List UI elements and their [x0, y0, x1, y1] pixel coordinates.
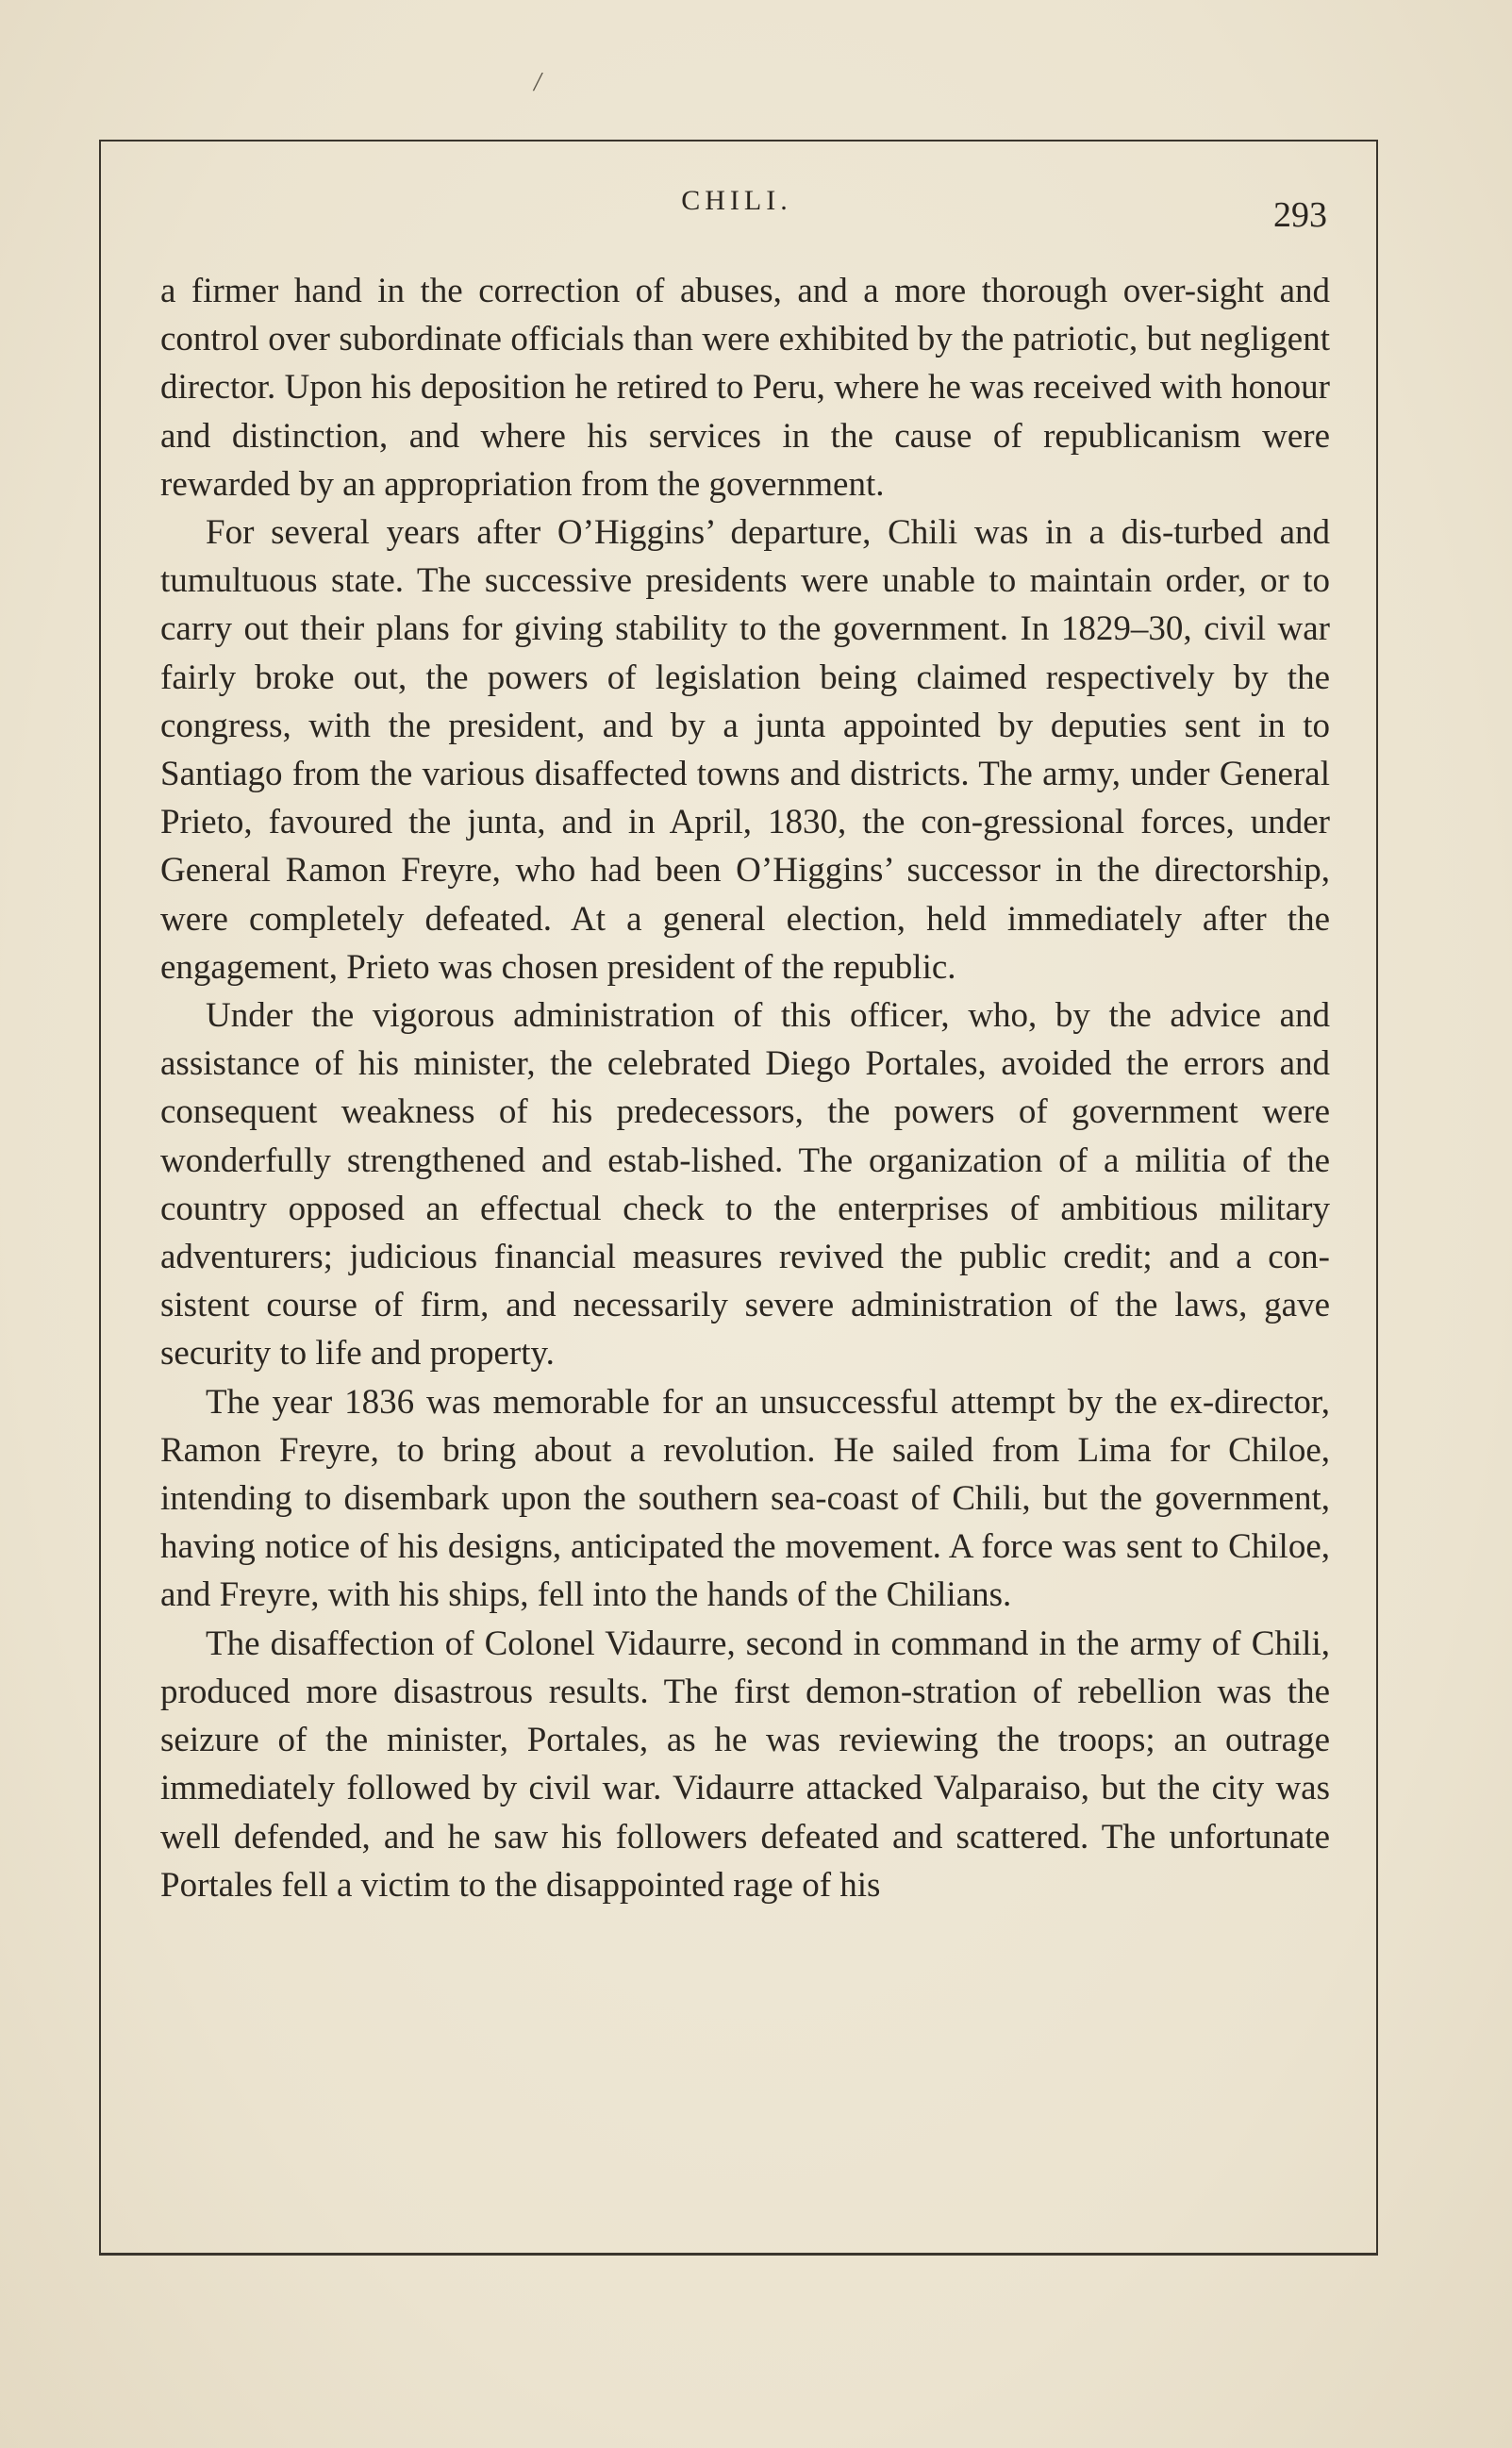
body-text — [160, 267, 1330, 1909]
paragraph-4: The year 1836 was memorable for an unsuccessful attempt by the ex-director, Ramon Freyre, to bring about a revolution. He sailed from Lima for Chiloe, intending to disembark upon the southern sea-coast of Chili, but the government, having notice of his designs, anticipated the movement. A force was sent to Chiloe, and Freyre, with his ships, fell into the hands of the Chilians. — [160, 1382, 1330, 1615]
paragraph-1: a firmer hand in the correction of abuses, and a more thorough over-sight and control over subordinate officials than were exhibited by the patriotic, but negligent director. Upon his deposition he retired to Peru, where he was received with honour and distinction, and where his services in the cause of republicanism were rewarded by an appropriation from the government. — [160, 272, 1330, 504]
paragraph-5: The disaffection of Colonel Vidaurre, second in command in the army of Chili, produced more disastrous results. The first demon-stration of rebellion was the seizure of the minister, Portales, as he was reviewing the troops; an outrage immediately followed by civil war. Vidaurre attacked Valparaiso, but the city was well defended, and he saw his followers defeated and scattered. The unfortunate Portales fell a victim to the disappointed rage of his — [160, 1624, 1330, 1905]
page-header — [99, 185, 1374, 241]
stray-mark: / — [534, 68, 541, 97]
paragraph-3: Under the vigorous administration of this officer, who, by the advice and assistance of his minister, the celebrated Diego Portales, avoided the errors and consequent weakness of his predecessors, the powers of government were wonderfully strengthened and estab-lished. The organization of a militia of the country opposed an effectual check to the enterprises of ambitious military adventurers; judicious financial measures revived the public credit; and a con-sistent course of firm, and necessarily severe administration of the laws, gave security to life and property. — [160, 996, 1330, 1374]
page-number: 293 — [1273, 195, 1327, 235]
running-head: CHILI. — [681, 185, 792, 216]
paragraph-2: For several years after O’Higgins’ departure, Chili was in a dis-turbed and tumultuous state. The successive presidents were unable to maintain order, or to carry out their plans for giving stability to the government. In 1829–30, civil war fairly broke out, the powers of legislation being claimed respectively by the congress, with the president, and by a junta appointed by deputies sent in to Santiago from the various disaffected towns and districts. The army, under General Prieto, favoured the junta, and in April, 1830, the con-gressional forces, under General Ramon Freyre, who had been O’Higgins’ successor in the directorship, were completely defeated. At a general election, held immediately after the engagement, Prieto was chosen president of the republic. — [160, 513, 1330, 987]
